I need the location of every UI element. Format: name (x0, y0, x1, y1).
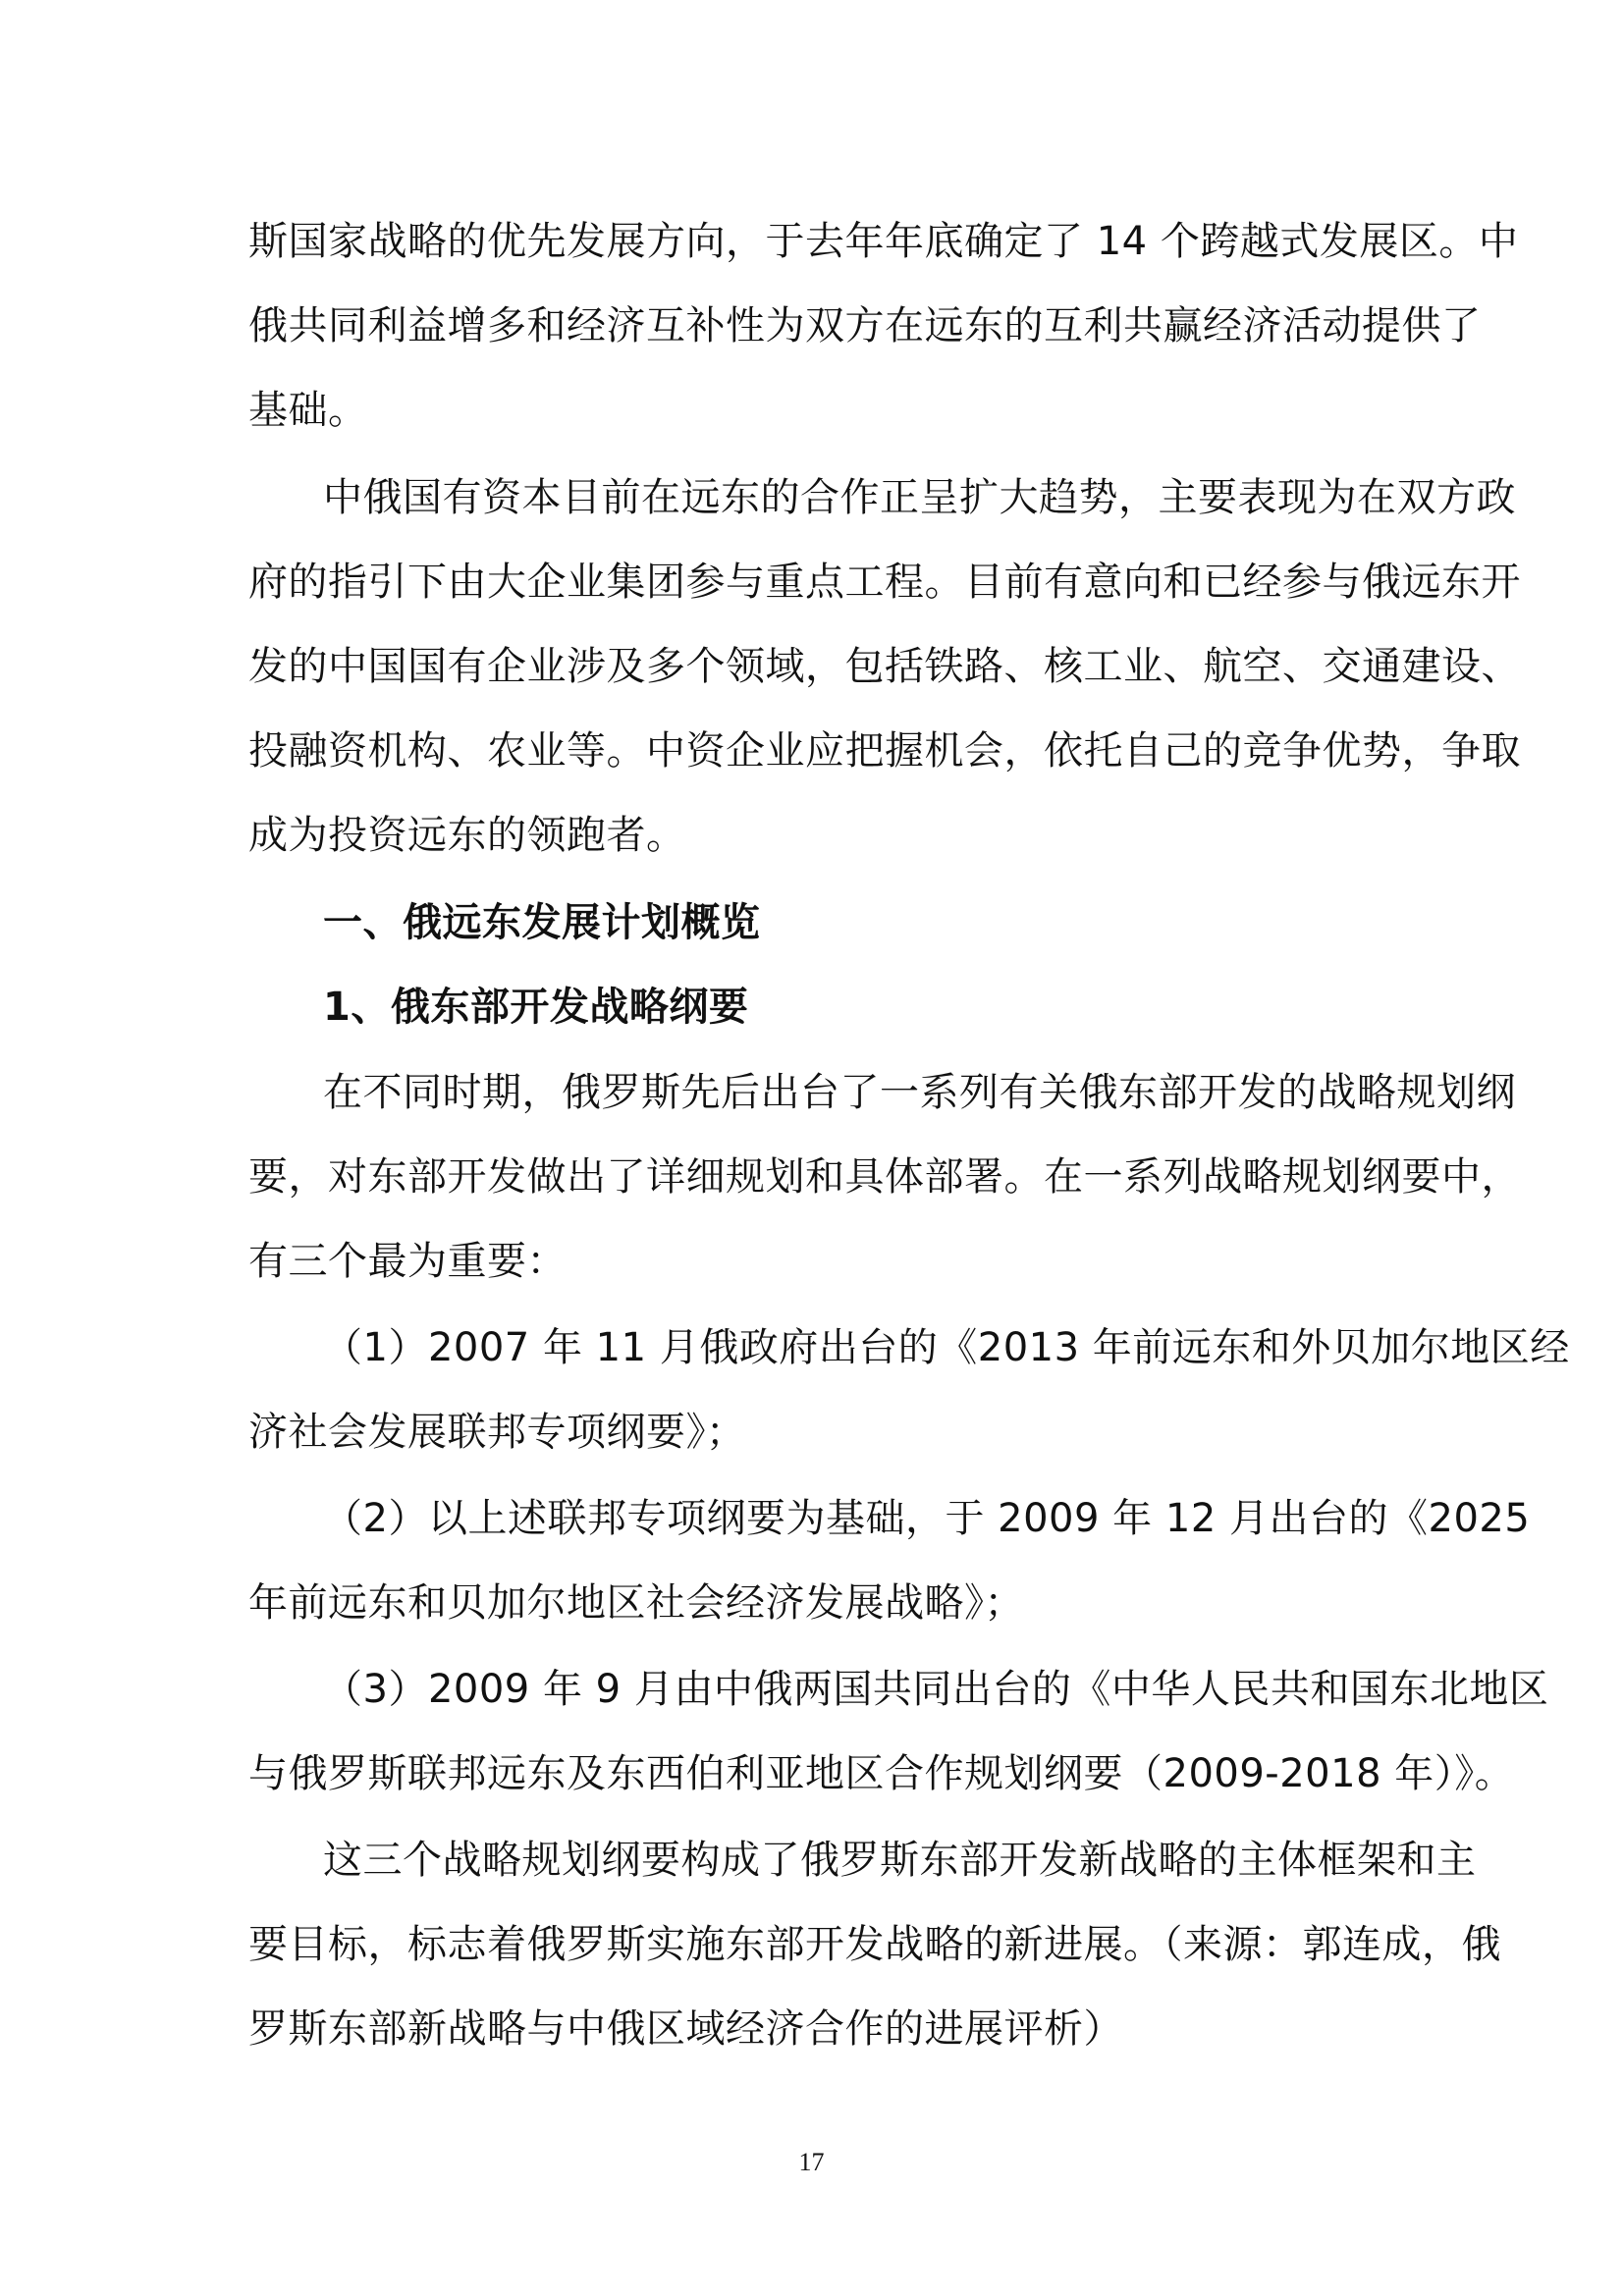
page-number: 17 (798, 2148, 825, 2176)
paragraph-line: 要，对东部开发做出了详细规划和具体部署。在一系列战略规划纲要中， (248, 1154, 1521, 1200)
paragraph-line: 中俄国有资本目前在远东的合作正呈扩大趋势，主要表现为在双方政 (323, 475, 1516, 520)
paragraph-line: 有三个最为重要： (248, 1239, 567, 1284)
paragraph-line: 这三个战略规划纲要构成了俄罗斯东部开发新战略的主体框架和主 (323, 1838, 1477, 1883)
list-item-line: 年前远东和贝加尔地区社会经济发展战略》； (248, 1580, 1024, 1626)
paragraph-line: 罗斯东部新战略与中俄区域经济合作的进展评析） (248, 2006, 1123, 2052)
list-item-line: 济社会发展联邦专项纲要》； (248, 1410, 746, 1455)
paragraph-line: 俄共同利益增多和经济互补性为双方在远东的互利共赢经济活动提供了 (248, 303, 1482, 348)
list-item-line: （1）2007 年 11 月俄政府出台的《2013 年前远东和外贝加尔地区经 (323, 1325, 1570, 1370)
paragraph-line: 成为投资远东的领跑者。 (248, 813, 686, 858)
list-item-line: 与俄罗斯联邦远东及东西伯利亚地区合作规划纲要（2009-2018 年）》。 (248, 1751, 1515, 1796)
paragraph-line: 投融资机构、农业等。中资企业应把握机会，依托自己的竞争优势，争取 (248, 728, 1521, 774)
paragraph-line: 要目标，标志着俄罗斯实施东部开发战略的新进展。（来源：郭连成，俄 (248, 1922, 1501, 1967)
section-heading: 一、俄远东发展计划概览 (323, 900, 761, 945)
paragraph-line: 发的中国国有企业涉及多个领域，包括铁路、核工业、航空、交通建设、 (248, 644, 1521, 689)
list-item-line: （2）以上述联邦专项纲要为基础，于 2009 年 12 月出台的《2025 (323, 1496, 1531, 1541)
list-item-line: （3）2009 年 9 月由中俄两国共同出台的《中华人民共和国东北地区 (323, 1667, 1549, 1712)
paragraph-line: 斯国家战略的优先发展方向，于去年年底确定了 14 个跨越式发展区。中 (248, 219, 1519, 264)
paragraph-line: 基础。 (248, 388, 368, 433)
subsection-heading: 1、俄东部开发战略纲要 (323, 985, 749, 1030)
paragraph-line: 府的指引下由大企业集团参与重点工程。目前有意向和已经参与俄远东开 (248, 560, 1521, 605)
paragraph-line: 在不同时期，俄罗斯先后出台了一系列有关俄东部开发的战略规划纲 (323, 1070, 1516, 1115)
